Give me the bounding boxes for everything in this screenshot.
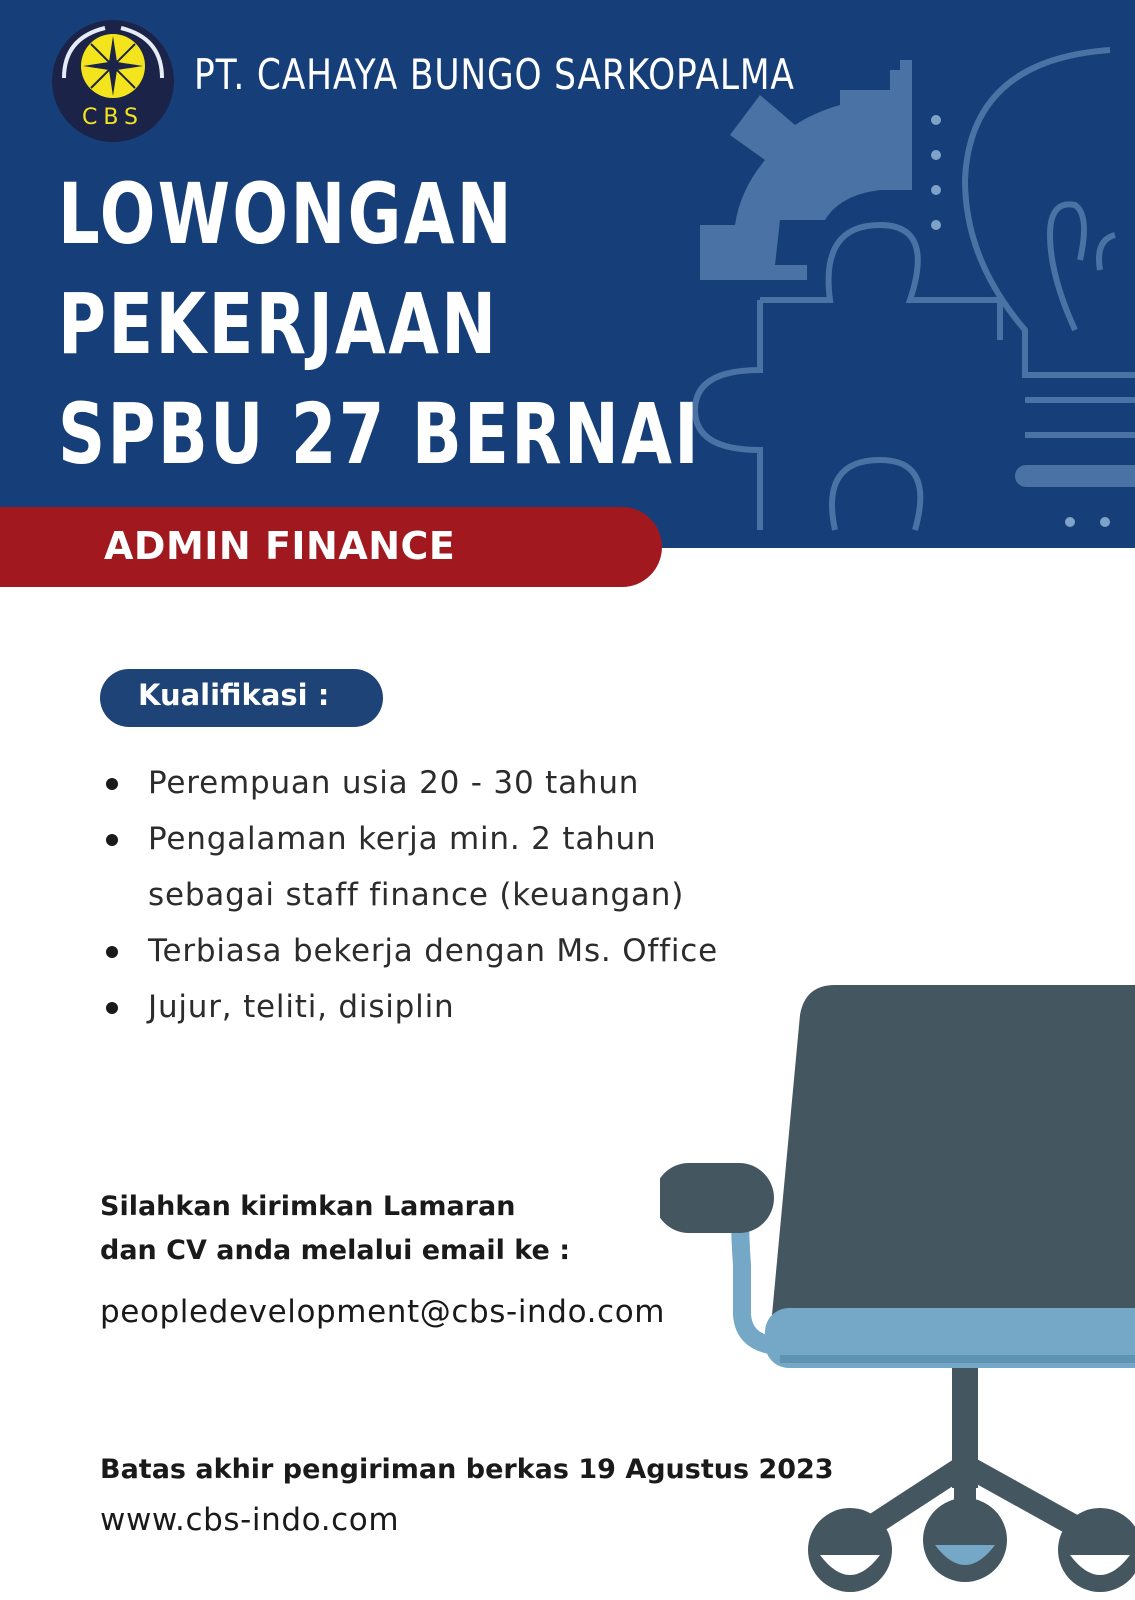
chair-backrest (772, 985, 1135, 1315)
office-chair-illustration (660, 985, 1135, 1600)
position-title: ADMIN FINANCE (104, 524, 456, 568)
qualification-item-2-continued: sebagai staff finance (keuangan) (148, 877, 685, 913)
qualification-item-4: Jujur, teliti, disiplin (148, 989, 455, 1025)
qualification-item-2: Pengalaman kerja min. 2 tahun (148, 821, 657, 857)
headline-line-2: PEKERJAAN (58, 275, 499, 373)
lightbulb-icon (965, 50, 1135, 487)
qualification-item-1: Perempuan usia 20 - 30 tahun (148, 765, 640, 801)
qualification-item-3: Terbiasa bekerja dengan Ms. Office (148, 933, 718, 969)
qualifications-label: Kualifikasi : (138, 678, 330, 712)
logo-text: CBS (81, 105, 145, 130)
website-link[interactable]: www.cbs-indo.com (100, 1502, 400, 1538)
chair-wheels (808, 1498, 1135, 1592)
gear-puzzle-lightbulb-illustration (680, 30, 1135, 550)
instruction-line-1: Silahkan kirimkan Lamaran (100, 1191, 516, 1222)
company-logo (50, 18, 176, 144)
deadline-text: Batas akhir pengiriman berkas 19 Agustus 2023 (100, 1454, 834, 1485)
headline-line-1: LOWONGAN (58, 165, 514, 263)
instruction-line-2: dan CV anda melalui email ke : (100, 1235, 571, 1266)
bullet-icon (106, 834, 118, 846)
headline-line-3: SPBU 27 BERNAI (58, 385, 701, 483)
bullet-icon (106, 946, 118, 958)
bullet-icon (106, 778, 118, 790)
chair-armrest (660, 1163, 774, 1233)
company-name: PT. CAHAYA BUNGO SARKOPALMA (194, 50, 795, 99)
contact-email[interactable]: peopledevelopment@cbs-indo.com (100, 1294, 666, 1330)
bullet-icon (106, 1002, 118, 1014)
